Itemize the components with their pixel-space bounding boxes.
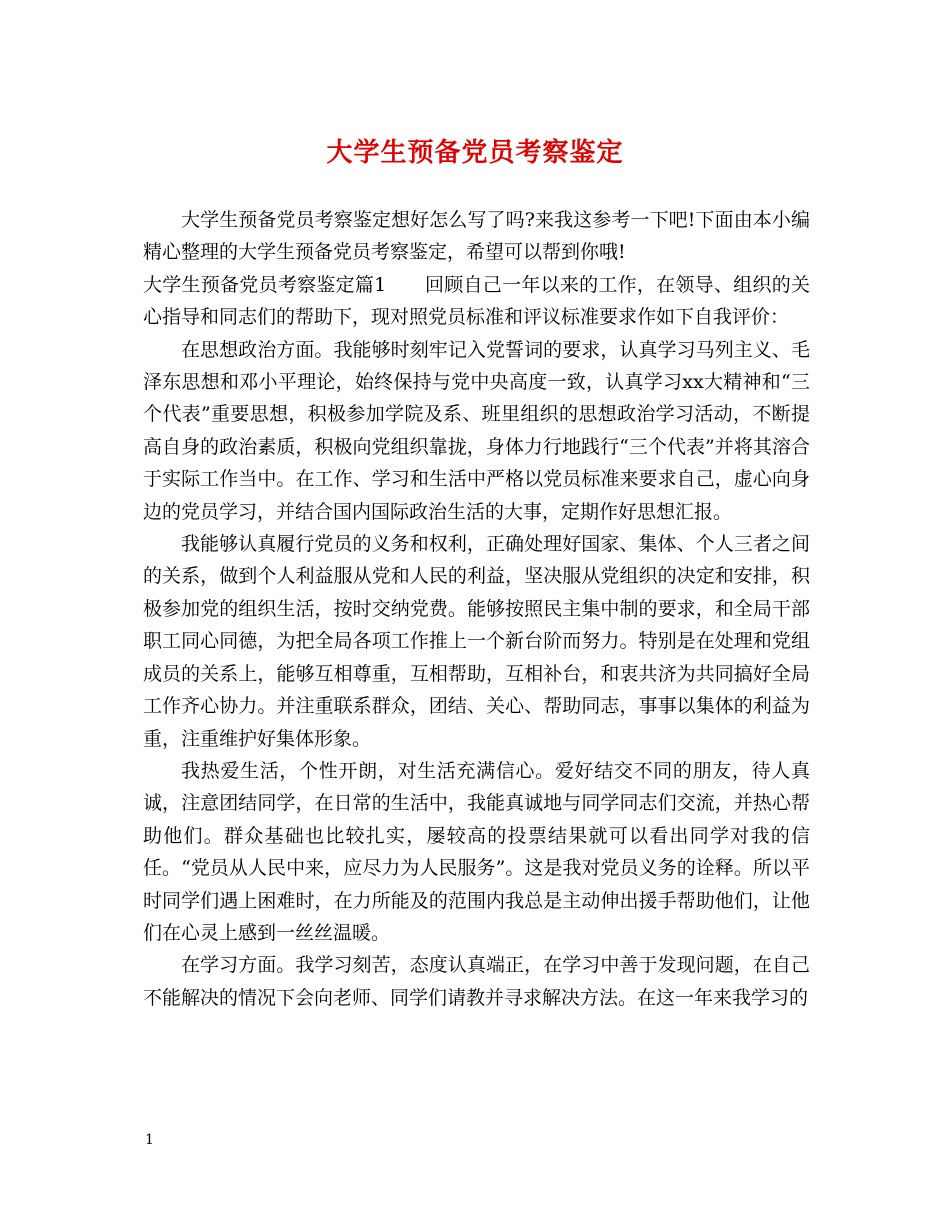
document-body — [143, 204, 810, 1014]
life-paragraph: 我热爱生活，个性开朗，对生活充满信心。爱好结交不同的朋友，待人真诚，注意团结同学，在日常的生活中，我能真诚地与同学同志们交流，并热心帮助他们。群众基础也比较扎实，屡较高的投票结果就可以看出同学对我的信任。“党员从人民中来，应尽力为人民服务”。这是我对党员义务的诠释。所以平时同学们遇上困难时，在力所能及的范围内我总是主动伸出援手帮助他们，让他们在心灵上感到一丝丝温暖。 — [143, 759, 810, 944]
duties-paragraph: 我能够认真履行党员的义务和权利，正确处理好国家、集体、个人三者之间的关系，做到个人利益服从党和人民的利益，坚决服从党组织的决定和安排，积极参加党的组织生活，按时交纳党费。能够按照民主集中制的要求，和全局干部职工同心同德，为把全局各项工作推上一个新台阶而努力。特别是在处理和党组成员的关系上，能够互相尊重，互相帮助，互相补台，和衷共济为共同搞好全局工作齐心协力。并注重联系群众，团结、关心、帮助同志，事事以集体的利益为重，注重维护好集体形象。 — [143, 533, 810, 750]
document-title: 大学生预备党员考察鉴定 — [326, 138, 624, 168]
study-paragraph: 在学习方面。我学习刻苦，态度认真端正，在学习中善于发现问题，在自己不能解决的情况下会向老师、同学们请教并寻求解决方法。在这一年来我学习的 — [143, 954, 810, 1009]
intro-paragraph: 大学生预备党员考察鉴定想好怎么写了吗?来我这参考一下吧!下面由本小编精心整理的大学生预备党员考察鉴定，希望可以帮到你哦! — [143, 209, 810, 264]
political-paragraph: 在思想政治方面。我能够时刻牢记入党誓词的要求，认真学习马列主义、毛泽东思想和邓小平理论，始终保持与党中央高度一致，认真学习xx大精神和“三个代表”重要思想，积极参加学院及系、班里组织的思想政治学习活动，不断提高自身的政治素质，积极向党组织靠拢，身体力行地践行“三个代表”并将其溶合于实际工作当中。在工作、学习和生活中严格以党员标准来要求自己，虚心向身边的党员学习，并结合国内国际政治生活的大事，定期作好思想汇报。 — [143, 338, 810, 523]
section-heading-paragraph: 大学生预备党员考察鉴定篇1 回顾自己一年以来的工作，在领导、组织的关心指导和同志们的帮助下，现对照党员标准和评议标准要求作如下自我评价： — [143, 273, 810, 329]
page-number: 1 — [145, 1132, 154, 1148]
